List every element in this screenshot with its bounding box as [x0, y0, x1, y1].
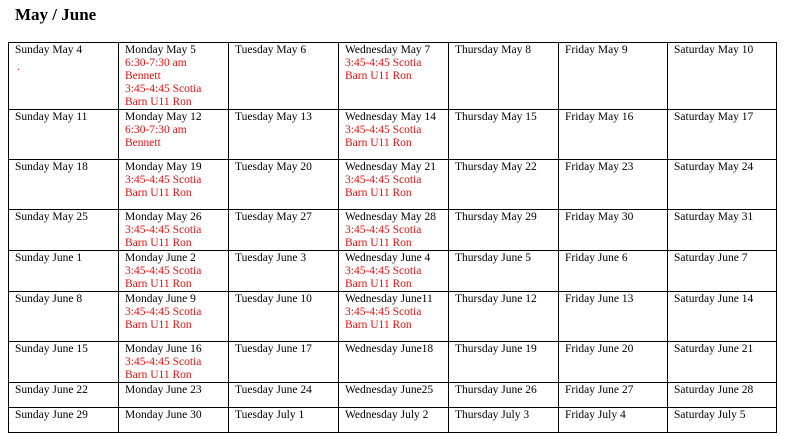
page-title: May / June [15, 5, 97, 24]
calendar-day-cell [559, 160, 668, 210]
day-date-label: Saturday May 31 [674, 211, 754, 223]
calendar-week-row [9, 408, 777, 433]
day-date-label: Friday June 20 [565, 343, 634, 355]
day-event-line: 3:45-4:45 Scotia [125, 265, 202, 277]
day-date-label: Thursday May 15 [455, 111, 537, 123]
day-date-label: Monday May 19 [125, 161, 202, 173]
day-event-line: . [17, 61, 20, 73]
day-event-line: Barn U11 Ron [125, 278, 192, 290]
calendar-day-cell [559, 342, 668, 383]
calendar-day-cell [229, 251, 339, 292]
day-date-label: Monday June 2 [125, 252, 196, 264]
day-event-line: 3:45-4:45 Scotia [125, 174, 202, 186]
day-date-label: Thursday June 5 [455, 252, 532, 264]
calendar-day-cell [339, 383, 449, 408]
day-event-line: Bennett [125, 70, 161, 82]
day-event-line: 3:45-4:45 Scotia [345, 174, 422, 186]
calendar-day-cell [668, 292, 777, 342]
day-date-label: Monday May 12 [125, 111, 202, 123]
day-date-label: Wednesday June11 [345, 293, 433, 305]
day-date-label: Wednesday May 21 [345, 161, 437, 173]
day-event-line: Barn U11 Ron [125, 237, 192, 249]
day-event-line: 6:30-7:30 am [125, 57, 187, 69]
day-event-line: 3:45-4:45 Scotia [345, 265, 422, 277]
calendar-week-row [9, 110, 777, 160]
day-date-label: Sunday May 11 [15, 111, 88, 123]
calendar-week-row [9, 292, 777, 342]
calendar-day-cell [668, 110, 777, 160]
calendar-day-cell [9, 408, 119, 433]
calendar-week-row [9, 43, 777, 110]
day-event-line: 3:45-4:45 Scotia [345, 124, 422, 136]
calendar-day-cell [668, 210, 777, 251]
day-date-label: Friday May 30 [565, 211, 634, 223]
calendar-day-cell [119, 251, 229, 292]
day-date-label: Saturday June 7 [674, 252, 748, 264]
day-date-label: Friday May 9 [565, 44, 628, 56]
calendar-day-cell [9, 110, 119, 160]
calendar-day-cell [449, 160, 559, 210]
day-date-label: Sunday June 22 [15, 384, 88, 396]
calendar-week-row [9, 210, 777, 251]
calendar-day-cell [449, 251, 559, 292]
day-date-label: Friday July 4 [565, 409, 626, 421]
day-event-line: 3:45-4:45 Scotia [125, 224, 202, 236]
day-event-line: 3:45-4:45 Scotia [345, 224, 422, 236]
calendar-day-cell [559, 292, 668, 342]
calendar-day-cell [449, 408, 559, 433]
calendar-day-cell [339, 160, 449, 210]
calendar-day-cell [9, 160, 119, 210]
day-date-label: Wednesday May 14 [345, 111, 437, 123]
day-date-label: Sunday June 29 [15, 409, 88, 421]
calendar-day-cell [559, 110, 668, 160]
day-event-line: Barn U11 Ron [345, 319, 412, 331]
calendar-day-cell [9, 210, 119, 251]
day-date-label: Saturday June 28 [674, 384, 754, 396]
day-date-label: Thursday May 8 [455, 44, 532, 56]
calendar-day-cell [559, 43, 668, 110]
day-event-line: 3:45-4:45 Scotia [125, 306, 202, 318]
day-date-label: Monday June 30 [125, 409, 202, 421]
day-date-label: Sunday May 25 [15, 211, 88, 223]
calendar-day-cell [339, 251, 449, 292]
calendar-day-cell [229, 110, 339, 160]
calendar-week-row [9, 383, 777, 408]
day-date-label: Tuesday May 20 [235, 161, 312, 173]
day-event-line: 3:45-4:45 Scotia [345, 306, 422, 318]
day-date-label: Saturday May 17 [674, 111, 754, 123]
day-date-label: Tuesday June 24 [235, 384, 312, 396]
day-date-label: Friday June 27 [565, 384, 634, 396]
calendar-day-cell [229, 342, 339, 383]
calendar-day-cell [339, 110, 449, 160]
calendar-table [8, 42, 777, 433]
calendar-day-cell [559, 210, 668, 251]
day-date-label: Wednesday June25 [345, 384, 434, 396]
calendar-day-cell [229, 408, 339, 433]
day-event-line: 3:45-4:45 Scotia [125, 356, 202, 368]
calendar-day-cell [449, 43, 559, 110]
calendar-day-cell [449, 342, 559, 383]
day-event-line: 3:45-4:45 Scotia [125, 83, 202, 95]
day-date-label: Tuesday May 13 [235, 111, 312, 123]
day-date-label: Tuesday June 17 [235, 343, 312, 355]
day-date-label: Tuesday May 27 [235, 211, 312, 223]
day-date-label: Sunday June 15 [15, 343, 88, 355]
calendar-day-cell [559, 408, 668, 433]
day-date-label: Tuesday May 6 [235, 44, 307, 56]
day-date-label: Sunday June 8 [15, 293, 83, 305]
day-date-label: Friday June 13 [565, 293, 634, 305]
day-date-label: Thursday May 29 [455, 211, 537, 223]
day-date-label: Wednesday May 28 [345, 211, 437, 223]
day-date-label: Monday May 5 [125, 44, 196, 56]
calendar-day-cell [119, 408, 229, 433]
day-date-label: Thursday June 12 [455, 293, 537, 305]
day-date-label: Saturday July 5 [674, 409, 746, 421]
calendar-week-row [9, 160, 777, 210]
calendar-day-cell [9, 342, 119, 383]
day-date-label: Friday May 23 [565, 161, 634, 173]
day-event-line: 3:45-4:45 Scotia [345, 57, 422, 69]
calendar-day-cell [9, 383, 119, 408]
calendar-day-cell [119, 342, 229, 383]
calendar-day-cell [668, 342, 777, 383]
calendar-day-cell [119, 292, 229, 342]
calendar-day-cell [339, 210, 449, 251]
calendar-day-cell [449, 292, 559, 342]
day-date-label: Saturday May 10 [674, 44, 754, 56]
calendar-week-row [9, 251, 777, 292]
calendar-day-cell [339, 408, 449, 433]
calendar-day-cell [668, 43, 777, 110]
day-event-line: Barn U11 Ron [345, 187, 412, 199]
day-date-label: Monday June 16 [125, 343, 202, 355]
day-event-line: 6:30-7:30 am [125, 124, 187, 136]
calendar-day-cell [449, 383, 559, 408]
calendar-day-cell [119, 210, 229, 251]
calendar-day-cell [119, 43, 229, 110]
day-date-label: Tuesday June 3 [235, 252, 307, 264]
day-date-label: Monday June 23 [125, 384, 202, 396]
day-event-line: Barn U11 Ron [125, 369, 192, 381]
day-date-label: Monday June 9 [125, 293, 196, 305]
day-date-label: Tuesday June 10 [235, 293, 312, 305]
calendar-day-cell [559, 251, 668, 292]
calendar-day-cell [9, 292, 119, 342]
day-date-label: Friday May 16 [565, 111, 634, 123]
calendar-day-cell [119, 383, 229, 408]
day-event-line: Barn U11 Ron [125, 319, 192, 331]
calendar-day-cell [668, 408, 777, 433]
day-event-line: Bennett [125, 137, 161, 149]
day-date-label: Saturday June 21 [674, 343, 754, 355]
calendar-day-cell [339, 43, 449, 110]
day-event-line: Barn U11 Ron [345, 278, 412, 290]
calendar-day-cell [339, 342, 449, 383]
calendar-day-cell [9, 251, 119, 292]
calendar-day-cell [119, 160, 229, 210]
calendar-day-cell [449, 110, 559, 160]
calendar-day-cell [668, 160, 777, 210]
calendar-day-cell [229, 210, 339, 251]
day-date-label: Sunday May 18 [15, 161, 88, 173]
day-date-label: Sunday May 4 [15, 44, 83, 56]
calendar-day-cell [339, 292, 449, 342]
day-date-label: Thursday June 26 [455, 384, 537, 396]
day-event-line: Barn U11 Ron [125, 96, 192, 108]
calendar-day-cell [229, 383, 339, 408]
calendar-day-cell [559, 383, 668, 408]
day-date-label: Saturday June 14 [674, 293, 754, 305]
day-date-label: Wednesday June 4 [345, 252, 431, 264]
calendar-day-cell [668, 383, 777, 408]
day-date-label: Sunday June 1 [15, 252, 83, 264]
day-event-line: Barn U11 Ron [345, 70, 412, 82]
day-date-label: Wednesday May 7 [345, 44, 431, 56]
day-date-label: Wednesday June18 [345, 343, 434, 355]
day-date-label: Friday June 6 [565, 252, 628, 264]
calendar-day-cell [119, 110, 229, 160]
day-event-line: Barn U11 Ron [345, 137, 412, 149]
day-date-label: Wednesday July 2 [345, 409, 429, 421]
calendar-day-cell [229, 292, 339, 342]
calendar-day-cell [449, 210, 559, 251]
day-date-label: Saturday May 24 [674, 161, 754, 173]
calendar-day-cell [229, 43, 339, 110]
day-event-line: Barn U11 Ron [345, 237, 412, 249]
calendar-week-row [9, 342, 777, 383]
day-date-label: Monday May 26 [125, 211, 202, 223]
day-date-label: Thursday June 19 [455, 343, 537, 355]
day-date-label: Thursday July 3 [455, 409, 530, 421]
calendar-day-cell [668, 251, 777, 292]
day-date-label: Tuesday July 1 [235, 409, 305, 421]
day-event-line: Barn U11 Ron [125, 187, 192, 199]
calendar-day-cell [9, 43, 119, 110]
calendar-day-cell [229, 160, 339, 210]
day-date-label: Thursday May 22 [455, 161, 537, 173]
